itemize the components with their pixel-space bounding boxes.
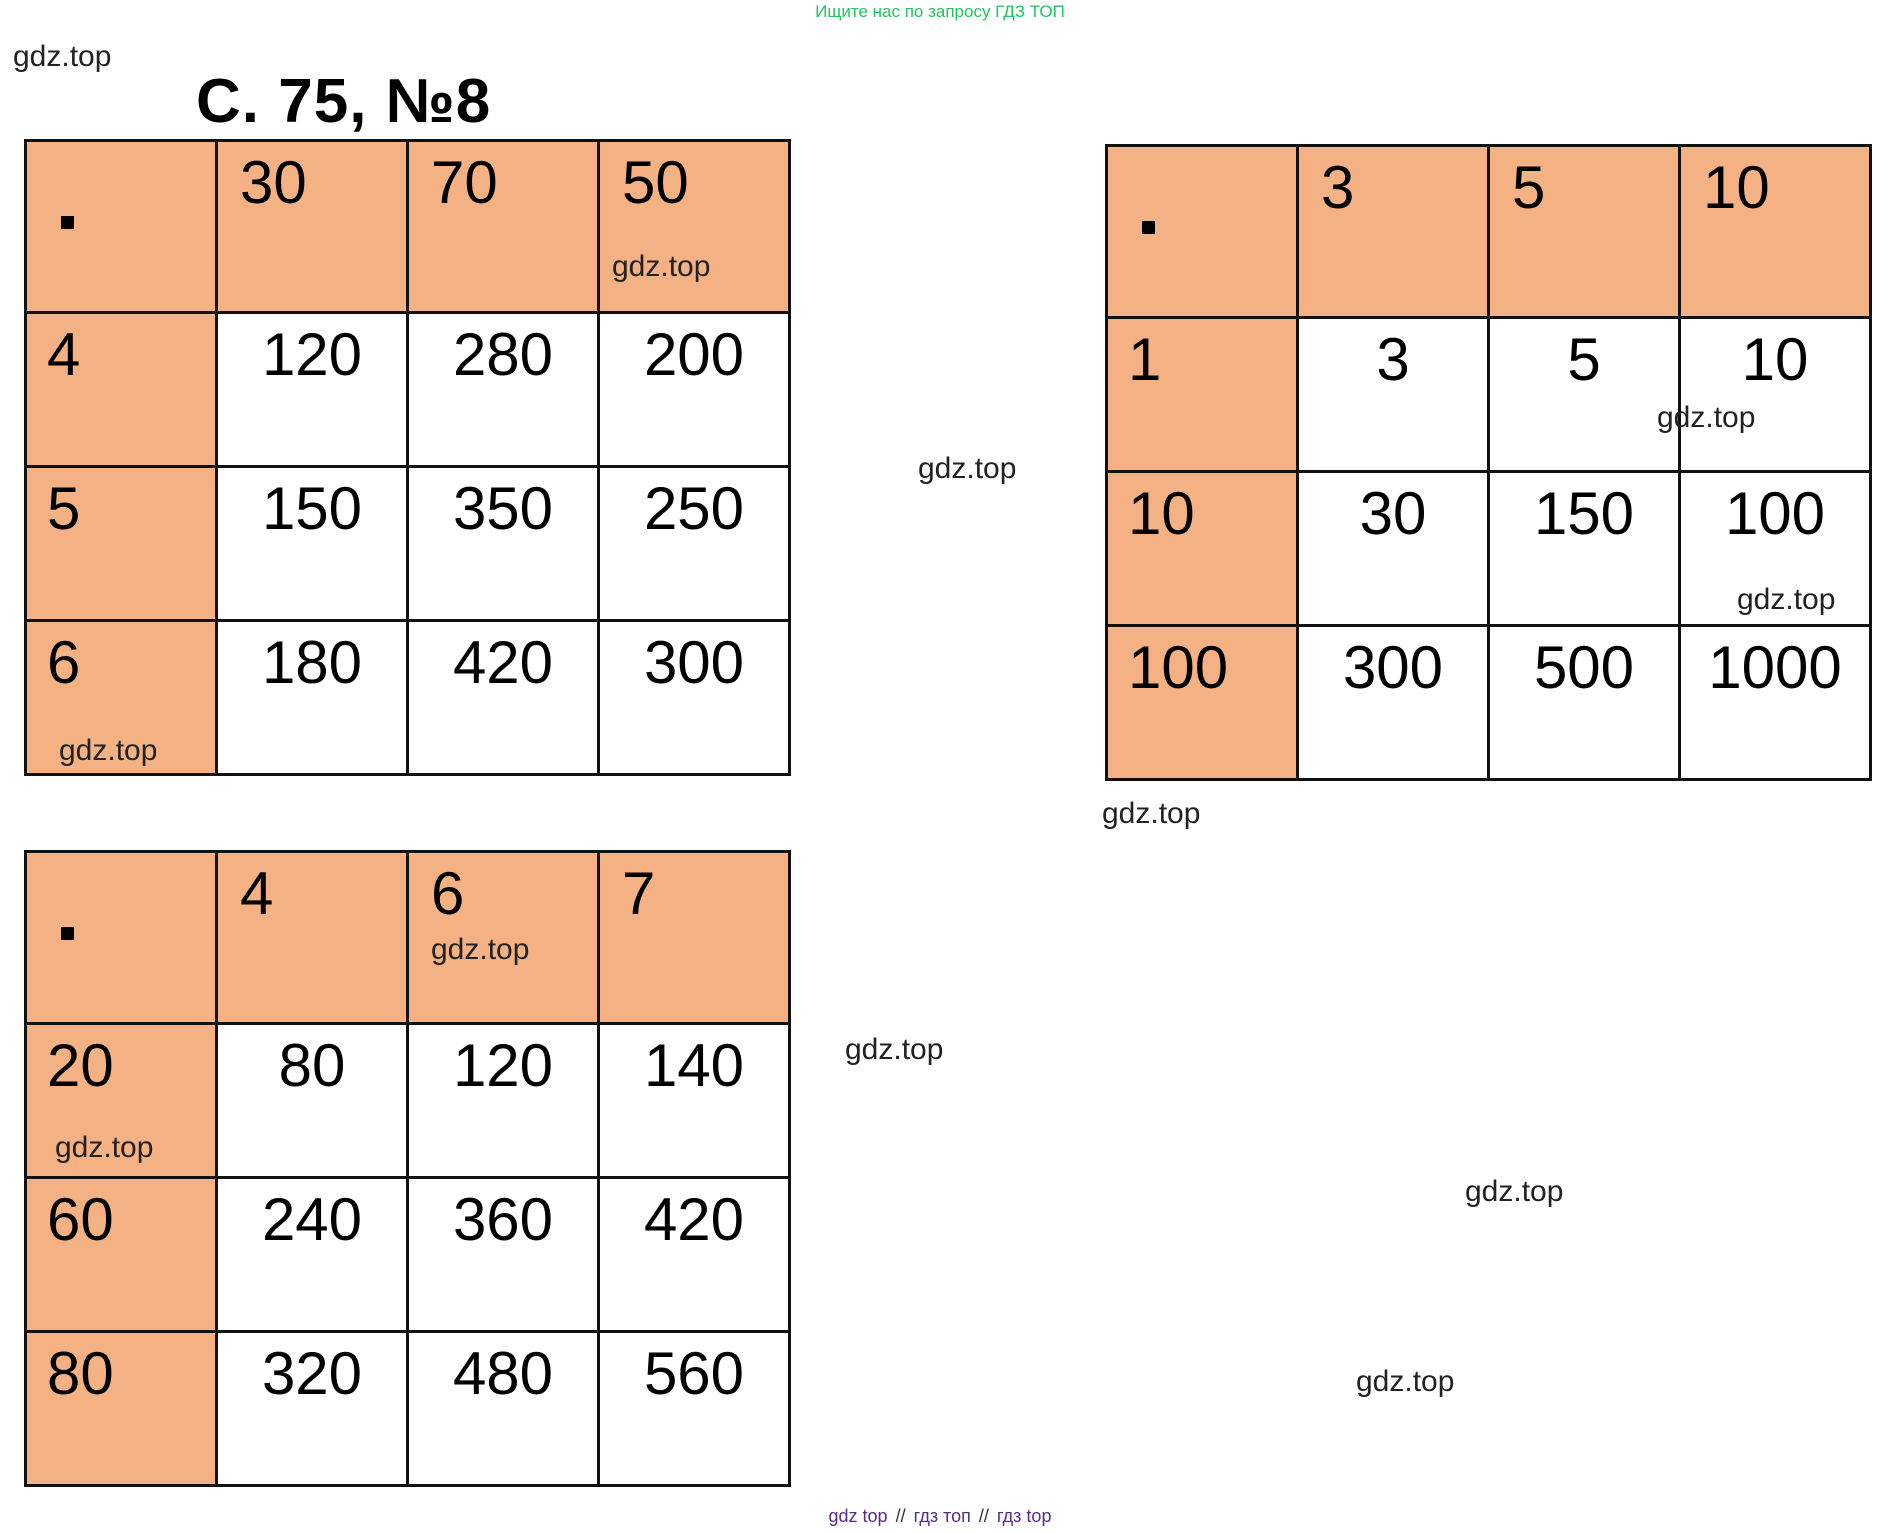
multiplication-table-3 [24, 850, 791, 1487]
table-cell: 200 [599, 313, 790, 467]
multiply-dot [61, 216, 74, 229]
multiply-dot [1142, 221, 1155, 234]
table-cell: 420 [599, 1178, 790, 1332]
watermark: gdz.top [845, 1033, 944, 1066]
column-header: 70 [408, 141, 599, 313]
watermark: gdz.top [431, 933, 530, 966]
page-title: С. 75, №8 [196, 67, 492, 136]
corner-cell [1107, 146, 1298, 318]
table-cell: 240 [217, 1178, 408, 1332]
watermark: gdz.top [59, 734, 158, 767]
row-header: 5 [26, 467, 217, 621]
corner-cell [26, 852, 217, 1024]
watermark: gdz.top [1657, 401, 1756, 434]
corner-cell [26, 141, 217, 313]
table-cell: 120 [217, 313, 408, 467]
column-header: 50 gdz.top [599, 141, 790, 313]
table-cell: 350 [408, 467, 599, 621]
table-cell: 480 [408, 1332, 599, 1486]
row-header: 60 [26, 1178, 217, 1332]
watermark: gdz.top [1737, 583, 1836, 616]
table-cell: 360 [408, 1178, 599, 1332]
column-header: 6 gdz.top [408, 852, 599, 1024]
watermark: gdz.top [1356, 1365, 1455, 1398]
multiplication-table-2 [1105, 144, 1872, 781]
table-cell: 10 gdz.top [1680, 318, 1871, 472]
table-cell: 320 [217, 1332, 408, 1486]
table-cell: 150 [1489, 472, 1680, 626]
footer-link[interactable]: гдз топ [913, 1506, 971, 1526]
footer-link[interactable]: gdz top [828, 1506, 888, 1526]
table-cell: 1000 [1680, 626, 1871, 780]
watermark: gdz.top [55, 1131, 154, 1164]
row-header: 10 [1107, 472, 1298, 626]
table-cell: 30 [1298, 472, 1489, 626]
table-cell: 140 [599, 1024, 790, 1178]
watermark: gdz.top [1465, 1175, 1564, 1208]
row-header: 4 [26, 313, 217, 467]
watermark: gdz.top [918, 452, 1017, 485]
multiplication-table-1 [24, 139, 791, 776]
table-cell: 500 [1489, 626, 1680, 780]
table-cell: 420 [408, 621, 599, 775]
table-cell: 100 gdz.top [1680, 472, 1871, 626]
table-cell: 280 [408, 313, 599, 467]
column-header: 4 [217, 852, 408, 1024]
multiply-dot [61, 927, 74, 940]
table-cell: 120 [408, 1024, 599, 1178]
table-cell: 3 [1298, 318, 1489, 472]
table-cell: 180 [217, 621, 408, 775]
table-cell: 560 [599, 1332, 790, 1486]
footer-link[interactable]: гдз top [996, 1506, 1052, 1526]
watermark: gdz.top [13, 40, 112, 73]
table-cell: 5 [1489, 318, 1680, 472]
watermark: gdz.top [1102, 797, 1201, 830]
column-header: 7 [599, 852, 790, 1024]
row-header: 6 gdz.top [26, 621, 217, 775]
watermark: gdz.top [612, 250, 711, 283]
search-banner: Ищите нас по запросу ГДЗ ТОП [815, 2, 1065, 21]
row-header: 100 [1107, 626, 1298, 780]
table-cell: 300 [1298, 626, 1489, 780]
footer-links: gdz top // гдз топ // гдз top [828, 1506, 1052, 1526]
row-header: 1 [1107, 318, 1298, 472]
row-header: 80 [26, 1332, 217, 1486]
table-cell: 150 [217, 467, 408, 621]
column-header: 3 [1298, 146, 1489, 318]
table-cell: 300 [599, 621, 790, 775]
column-header: 5 [1489, 146, 1680, 318]
row-header: 20 gdz.top [26, 1024, 217, 1178]
column-header: 10 [1680, 146, 1871, 318]
table-cell: 250 [599, 467, 790, 621]
column-header: 30 [217, 141, 408, 313]
table-cell: 80 [217, 1024, 408, 1178]
